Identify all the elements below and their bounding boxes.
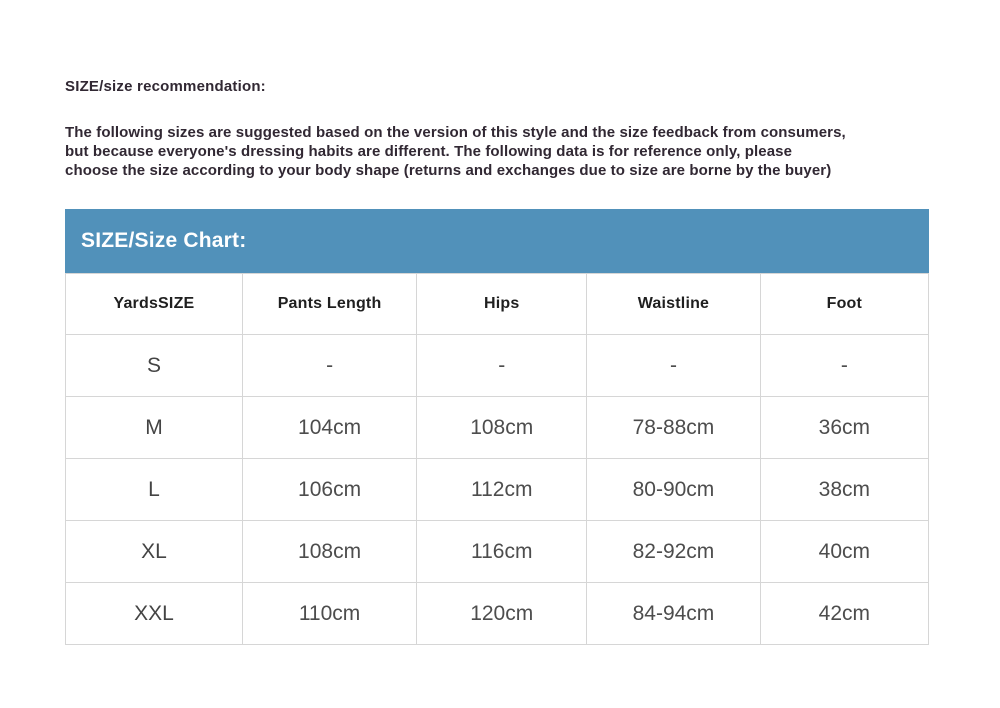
foot-cell: 36cm bbox=[760, 397, 928, 459]
waistline-cell: 82-92cm bbox=[587, 521, 760, 583]
column-header-waistline: Waistline bbox=[587, 274, 760, 335]
pants-length-cell: 108cm bbox=[242, 521, 416, 583]
size-cell: XL bbox=[66, 521, 243, 583]
size-cell: M bbox=[66, 397, 243, 459]
hips-cell: 112cm bbox=[417, 459, 587, 521]
size-chart-banner-title: SIZE/Size Chart: bbox=[81, 229, 247, 252]
column-header-size: YardsSIZE bbox=[66, 274, 243, 335]
hips-cell: 108cm bbox=[417, 397, 587, 459]
size-cell: L bbox=[66, 459, 243, 521]
waistline-cell: 80-90cm bbox=[587, 459, 760, 521]
waistline-cell: 78-88cm bbox=[587, 397, 760, 459]
column-header-pants-length: Pants Length bbox=[242, 274, 416, 335]
foot-cell: 40cm bbox=[760, 521, 928, 583]
table-header-row bbox=[66, 274, 929, 335]
description-line-1: The following sizes are suggested based on the version of this style and the size feedback from consumers, bbox=[65, 124, 846, 141]
size-cell: S bbox=[66, 335, 243, 397]
table-row-m bbox=[66, 397, 929, 459]
section-title: SIZE/size recommendation: bbox=[65, 78, 266, 95]
description-line-3: choose the size according to your body shape (returns and exchanges due to size are borne by the buyer) bbox=[65, 162, 832, 179]
pants-length-cell: - bbox=[242, 335, 416, 397]
column-header-hips: Hips bbox=[417, 274, 587, 335]
size-cell: XXL bbox=[66, 583, 243, 645]
size-chart-banner bbox=[65, 209, 929, 273]
pants-length-cell: 104cm bbox=[242, 397, 416, 459]
size-chart-table bbox=[65, 273, 929, 645]
pants-length-cell: 110cm bbox=[242, 583, 416, 645]
waistline-cell: - bbox=[587, 335, 760, 397]
foot-cell: 42cm bbox=[760, 583, 928, 645]
section-description bbox=[65, 123, 935, 180]
hips-cell: 120cm bbox=[417, 583, 587, 645]
foot-cell: - bbox=[760, 335, 928, 397]
waistline-cell: 84-94cm bbox=[587, 583, 760, 645]
description-line-2: but because everyone's dressing habits are different. The following data is for reference only, please bbox=[65, 143, 793, 160]
table-row-s bbox=[66, 335, 929, 397]
foot-cell: 38cm bbox=[760, 459, 928, 521]
hips-cell: - bbox=[417, 335, 587, 397]
hips-cell: 116cm bbox=[417, 521, 587, 583]
table-row-xl bbox=[66, 521, 929, 583]
pants-length-cell: 106cm bbox=[242, 459, 416, 521]
table-row-l bbox=[66, 459, 929, 521]
table-row-xxl bbox=[66, 583, 929, 645]
column-header-foot: Foot bbox=[760, 274, 928, 335]
